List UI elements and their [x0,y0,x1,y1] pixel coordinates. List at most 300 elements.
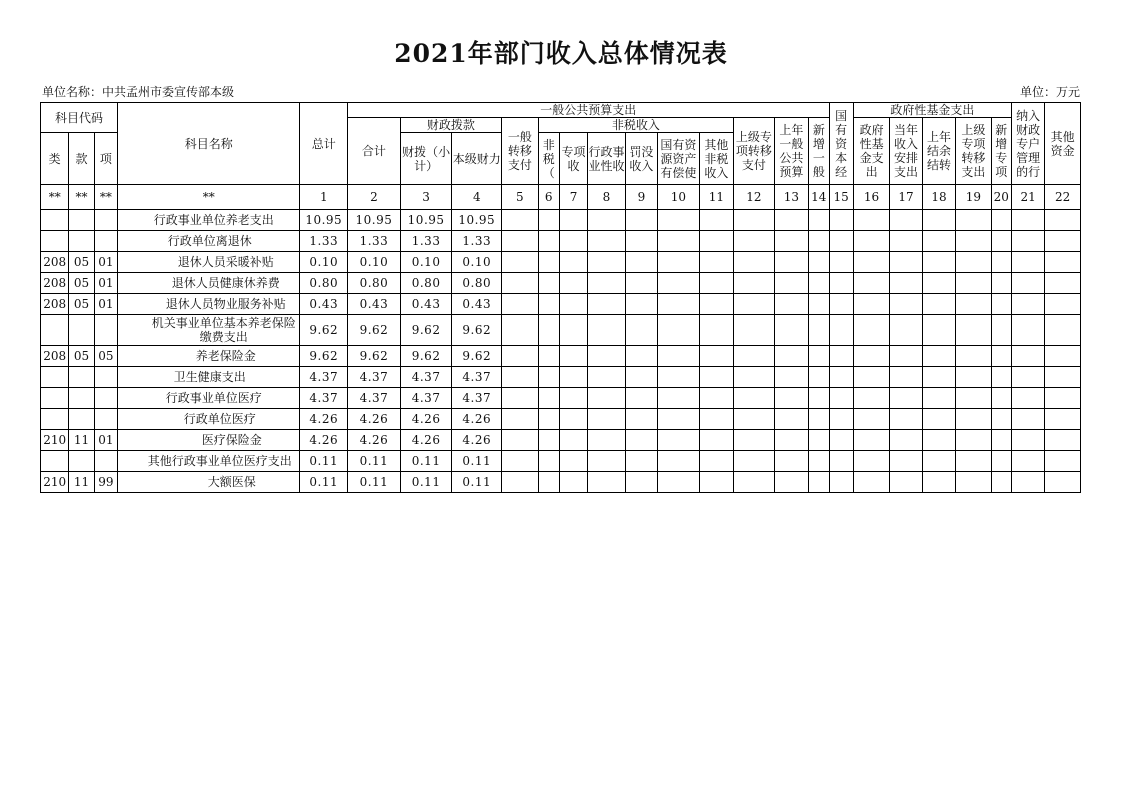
subtotal-cell: 4.37 [348,367,401,388]
table-row [41,430,1081,451]
empty-cell [538,273,559,294]
column-index-cell: 13 [774,185,808,210]
fiscal-cell: 4.37 [400,388,452,409]
empty-cell [1045,451,1081,472]
empty-cell [1011,388,1044,409]
empty-cell [991,210,1011,231]
column-index-cell: 11 [699,185,733,210]
fiscal-cell: 0.11 [400,451,452,472]
empty-cell [1011,367,1044,388]
empty-cell [890,315,922,346]
empty-cell [956,409,991,430]
empty-cell [853,367,889,388]
table-row [41,388,1081,409]
empty-cell [658,409,700,430]
empty-cell [538,367,559,388]
empty-cell [809,451,829,472]
subtotal-cell: 0.10 [348,252,401,273]
subtotal-header: 合计 [348,118,401,185]
empty-cell [853,210,889,231]
prev-balance-header: 上年结余结转 [922,118,955,185]
kuan-cell: 11 [69,430,94,451]
empty-cell [559,409,587,430]
empty-cell [991,252,1011,273]
lei-cell: 210 [41,472,69,493]
empty-cell [853,409,889,430]
empty-cell [588,451,625,472]
lei-cell: 210 [41,430,69,451]
xiang-cell: 01 [94,294,117,315]
empty-cell [922,388,955,409]
subject-name-header: 科目名称 [118,103,300,185]
empty-cell [991,315,1011,346]
xiang-cell: 01 [94,252,117,273]
lei-cell: 208 [41,252,69,273]
empty-cell [734,451,775,472]
local-fiscal-cell: 0.11 [452,472,502,493]
fiscal-cell: 4.37 [400,367,452,388]
empty-cell [922,294,955,315]
empty-cell [853,231,889,252]
xiang-cell [94,451,117,472]
gov-fund-header: 政府性基金支出 [853,103,1011,118]
column-index-cell: 6 [538,185,559,210]
empty-cell [502,472,538,493]
empty-cell [1045,430,1081,451]
empty-cell [538,388,559,409]
empty-cell [559,430,587,451]
empty-cell [699,210,733,231]
table-row [41,231,1081,252]
empty-cell [829,273,853,294]
column-index-cell: 4 [452,185,502,210]
empty-cell [991,430,1011,451]
empty-cell [774,409,808,430]
empty-cell [699,409,733,430]
empty-cell [625,367,657,388]
local-fiscal-cell: 9.62 [452,315,502,346]
local-fiscal-cell: 1.33 [452,231,502,252]
empty-cell [588,210,625,231]
empty-cell [538,210,559,231]
empty-cell [559,451,587,472]
kuan-cell: 05 [69,252,94,273]
subtotal-cell: 9.62 [348,315,401,346]
column-index-cell: 8 [588,185,625,210]
empty-cell [625,294,657,315]
empty-cell [502,315,538,346]
kuan-cell [69,451,94,472]
empty-cell [588,346,625,367]
local-fiscal-cell: 10.95 [452,210,502,231]
empty-cell [538,430,559,451]
column-index-cell: 3 [400,185,452,210]
subject-code-header: 科目代码 [41,103,118,133]
empty-cell [956,451,991,472]
prev-general-header: 上年一般公共预算 [774,118,808,185]
total-header: 总计 [300,103,348,185]
empty-cell [588,315,625,346]
empty-cell [658,367,700,388]
empty-cell [829,472,853,493]
empty-cell [922,409,955,430]
empty-cell [699,273,733,294]
empty-cell [502,451,538,472]
empty-cell [774,430,808,451]
empty-cell [853,388,889,409]
subject-name-cell: 退休人员健康休养费 [118,273,300,294]
empty-cell [699,346,733,367]
state-capital-header: 国有资本经 [829,103,853,185]
local-fiscal-cell: 4.26 [452,430,502,451]
empty-cell [829,367,853,388]
empty-cell [809,367,829,388]
empty-cell [559,252,587,273]
kuan-cell [69,315,94,346]
empty-cell [922,231,955,252]
empty-cell [658,346,700,367]
empty-cell [588,409,625,430]
fiscal-cell: 0.80 [400,273,452,294]
total-cell: 0.10 [300,252,348,273]
other-funds-header: 其他资金 [1045,103,1081,185]
table-row [41,346,1081,367]
empty-cell [1045,315,1081,346]
empty-cell [1011,210,1044,231]
total-cell: 0.43 [300,294,348,315]
empty-cell [890,472,922,493]
table-row [41,409,1081,430]
subject-name-cell: 行政单位离退休 [118,231,300,252]
empty-cell [829,231,853,252]
lei-header: 类 [41,133,69,185]
empty-cell [1011,252,1044,273]
empty-cell [922,273,955,294]
empty-cell [922,346,955,367]
fiscal-cell: 4.26 [400,430,452,451]
empty-cell [699,388,733,409]
column-index-cell: 21 [1011,185,1044,210]
table-row [41,294,1081,315]
subject-name-cell: 行政事业单位医疗 [118,388,300,409]
empty-cell [734,367,775,388]
total-cell: 0.11 [300,451,348,472]
xiang-cell [94,367,117,388]
general-budget-header: 一般公共预算支出 [348,103,829,118]
empty-cell [502,210,538,231]
empty-cell [956,294,991,315]
empty-cell [658,388,700,409]
empty-cell [734,315,775,346]
empty-cell [809,472,829,493]
empty-cell [890,409,922,430]
subtotal-cell: 9.62 [348,346,401,367]
column-index-cell: 5 [502,185,538,210]
fiscal-cell: 10.95 [400,210,452,231]
lei-cell: 208 [41,346,69,367]
empty-cell [625,210,657,231]
empty-cell [588,231,625,252]
subtotal-cell: 0.43 [348,294,401,315]
empty-cell [559,231,587,252]
empty-cell [809,252,829,273]
subtotal-cell: 1.33 [348,231,401,252]
empty-cell [658,430,700,451]
xiang-cell: 05 [94,346,117,367]
empty-cell [890,210,922,231]
empty-cell [1011,346,1044,367]
upper-special-header: 上级专项转移支付 [734,118,775,185]
column-index-cell: 19 [956,185,991,210]
lei-cell [41,315,69,346]
empty-cell [922,367,955,388]
empty-cell [658,472,700,493]
local-fiscal-cell: 0.43 [452,294,502,315]
total-cell: 4.37 [300,367,348,388]
empty-cell [829,294,853,315]
subject-name-cell: 机关事业单位基本养老保险缴费支出 [118,315,300,346]
xiang-header: 项 [94,133,117,185]
table-row [41,210,1081,231]
empty-cell [1011,472,1044,493]
column-index-cell: ** [69,185,94,210]
empty-cell [559,315,587,346]
empty-cell [829,388,853,409]
empty-cell [559,388,587,409]
empty-cell [625,252,657,273]
subject-name-cell: 大额医保 [118,472,300,493]
subject-name-cell: 其他行政事业单位医疗支出 [118,451,300,472]
empty-cell [774,294,808,315]
lei-cell [41,451,69,472]
empty-cell [502,409,538,430]
empty-cell [588,367,625,388]
empty-cell [829,409,853,430]
empty-cell [1045,367,1081,388]
empty-cell [559,346,587,367]
fiscal-cell: 9.62 [400,346,452,367]
column-index-cell: 9 [625,185,657,210]
subject-name-cell: 卫生健康支出 [118,367,300,388]
empty-cell [922,252,955,273]
empty-cell [502,273,538,294]
upper-fund-special-header: 上级专项转移支出 [956,118,991,185]
total-cell: 4.26 [300,430,348,451]
empty-cell [1011,430,1044,451]
current-year-header: 当年收入安排支出 [890,118,922,185]
column-index-cell: 17 [890,185,922,210]
xiang-cell: 01 [94,430,117,451]
empty-cell [774,315,808,346]
lei-cell: 208 [41,294,69,315]
xiang-cell: 99 [94,472,117,493]
empty-cell [734,472,775,493]
empty-cell [853,430,889,451]
empty-cell [991,346,1011,367]
empty-cell [699,430,733,451]
empty-cell [658,231,700,252]
empty-cell [809,273,829,294]
kuan-cell: 11 [69,472,94,493]
empty-cell [538,294,559,315]
empty-cell [1045,294,1081,315]
empty-cell [538,451,559,472]
gov-fund-exp-header: 政府性基金支出 [853,118,889,185]
local-fiscal-cell: 9.62 [452,346,502,367]
empty-cell [809,346,829,367]
empty-cell [809,409,829,430]
subject-name-cell: 养老保险金 [118,346,300,367]
lei-cell [41,367,69,388]
empty-cell [956,346,991,367]
special-income-header: 专项收 [559,133,587,185]
empty-cell [956,231,991,252]
kuan-cell [69,231,94,252]
empty-cell [502,294,538,315]
column-index-cell: 15 [829,185,853,210]
non-tax-group-header: 非税收入 [538,118,734,133]
subtotal-cell: 4.26 [348,430,401,451]
empty-cell [699,472,733,493]
empty-cell [1011,273,1044,294]
other-non-tax-header: 其他非税收入 [699,133,733,185]
table-row [41,252,1081,273]
empty-cell [625,273,657,294]
empty-cell [991,367,1011,388]
empty-cell [588,273,625,294]
local-fiscal-cell: 0.10 [452,252,502,273]
empty-cell [625,472,657,493]
empty-cell [956,430,991,451]
new-general-header: 新增一般 [809,118,829,185]
empty-cell [625,409,657,430]
empty-cell [538,231,559,252]
lei-cell [41,231,69,252]
xiang-cell: 01 [94,273,117,294]
fiscal-cell: 1.33 [400,231,452,252]
empty-cell [734,409,775,430]
empty-cell [538,252,559,273]
empty-cell [890,430,922,451]
total-cell: 9.62 [300,315,348,346]
empty-cell [559,210,587,231]
empty-cell [699,367,733,388]
column-index-cell: ** [118,185,300,210]
empty-cell [699,315,733,346]
empty-cell [956,315,991,346]
xiang-cell [94,409,117,430]
table-row [41,367,1081,388]
total-cell: 10.95 [300,210,348,231]
empty-cell [853,472,889,493]
income-table [40,102,1081,493]
empty-cell [774,273,808,294]
page-title: 2021年部门收入总体情况表 [394,39,728,68]
empty-cell [829,451,853,472]
empty-cell [774,451,808,472]
empty-cell [809,315,829,346]
empty-cell [853,315,889,346]
empty-cell [890,346,922,367]
subject-name-cell: 医疗保险金 [118,430,300,451]
empty-cell [853,294,889,315]
total-cell: 0.80 [300,273,348,294]
empty-cell [658,252,700,273]
empty-cell [1011,451,1044,472]
empty-cell [922,315,955,346]
empty-cell [922,210,955,231]
empty-cell [853,451,889,472]
empty-cell [1011,231,1044,252]
empty-cell [890,231,922,252]
empty-cell [734,430,775,451]
column-index-cell: 16 [853,185,889,210]
empty-cell [774,388,808,409]
table-row [41,451,1081,472]
unit-label: 单位：万元 [1019,85,1080,99]
empty-cell [956,210,991,231]
empty-cell [922,451,955,472]
empty-cell [809,294,829,315]
xiang-cell [94,231,117,252]
lei-cell [41,388,69,409]
empty-cell [829,346,853,367]
empty-cell [774,231,808,252]
empty-cell [502,388,538,409]
empty-cell [1011,315,1044,346]
fiscal-cell: 0.43 [400,294,452,315]
admin-fee-header: 行政事业性收 [588,133,625,185]
empty-cell [625,388,657,409]
empty-cell [829,210,853,231]
empty-cell [922,472,955,493]
empty-cell [890,451,922,472]
empty-cell [829,252,853,273]
empty-cell [1045,346,1081,367]
empty-cell [890,388,922,409]
empty-cell [890,252,922,273]
new-special-header: 新增专项 [991,118,1011,185]
empty-cell [829,315,853,346]
empty-cell [853,273,889,294]
empty-cell [774,210,808,231]
column-index-cell: 1 [300,185,348,210]
kuan-header: 款 [69,133,94,185]
empty-cell [502,346,538,367]
subject-name-cell: 退休人员采暖补贴 [118,252,300,273]
empty-cell [658,451,700,472]
empty-cell [502,252,538,273]
empty-cell [538,315,559,346]
empty-cell [588,472,625,493]
kuan-cell: 05 [69,294,94,315]
empty-cell [658,294,700,315]
column-index-cell: 22 [1045,185,1081,210]
empty-cell [829,430,853,451]
empty-cell [956,252,991,273]
state-assets-header: 国有资源资产有偿使 [658,133,700,185]
total-cell: 0.11 [300,472,348,493]
empty-cell [991,294,1011,315]
lei-cell: 208 [41,273,69,294]
empty-cell [625,346,657,367]
lei-cell [41,409,69,430]
empty-cell [699,252,733,273]
empty-cell [625,315,657,346]
empty-cell [809,430,829,451]
column-index-cell: 18 [922,185,955,210]
empty-cell [890,294,922,315]
